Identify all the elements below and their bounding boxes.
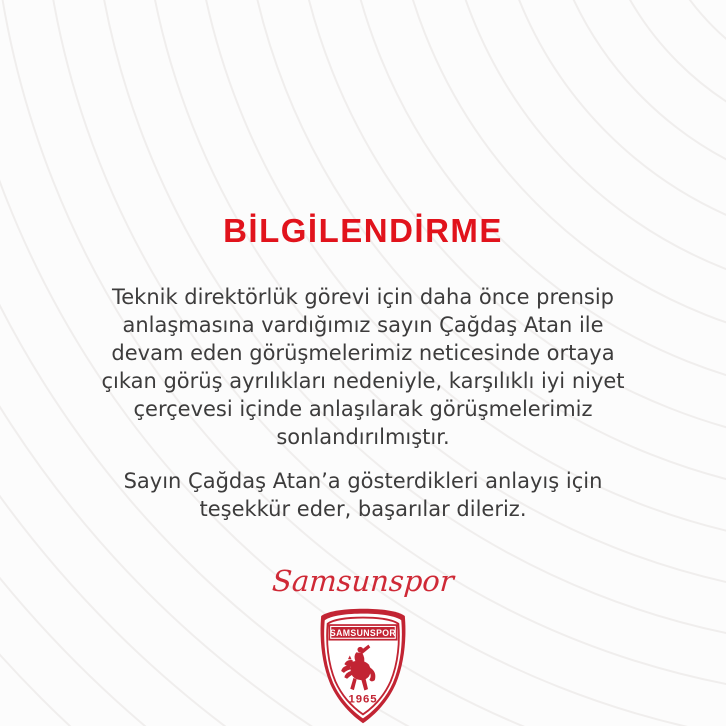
paragraph-line: teşekkür eder, başarılar dileriz.	[199, 497, 527, 521]
paragraph-line: çerçevesi içinde anlaşılarak görüşmelerimiz	[133, 397, 593, 421]
paragraph-line: anlaşmasına vardığımız sayın Çağdaş Atan ile	[122, 313, 604, 337]
paragraph-line: Teknik direktörlük görevi için daha önce prensip	[111, 285, 615, 309]
samsunspor-crest	[308, 606, 418, 726]
banner-club-name: SAMSUNSPOR	[329, 627, 397, 638]
club-signature-script: Samsunspor	[270, 564, 456, 598]
paragraph-line: sonlandırılmıştır.	[276, 425, 450, 449]
paragraph-line: devam eden görüşmelerimiz neticesinde ortaya	[111, 341, 615, 365]
paragraph-line: çıkan görüş ayrılıkları nedeniyle, karşılıklı iyi niyet	[101, 369, 625, 393]
announcement-paragraph-1	[43, 283, 683, 451]
founded-year: 1965	[348, 693, 378, 706]
announcement-paragraph-2	[43, 467, 683, 523]
page-title: BİLGİLENDİRME	[223, 212, 503, 249]
paragraph-line: Sayın Çağdaş Atan’a gösterdikleri anlayış için	[123, 469, 603, 493]
